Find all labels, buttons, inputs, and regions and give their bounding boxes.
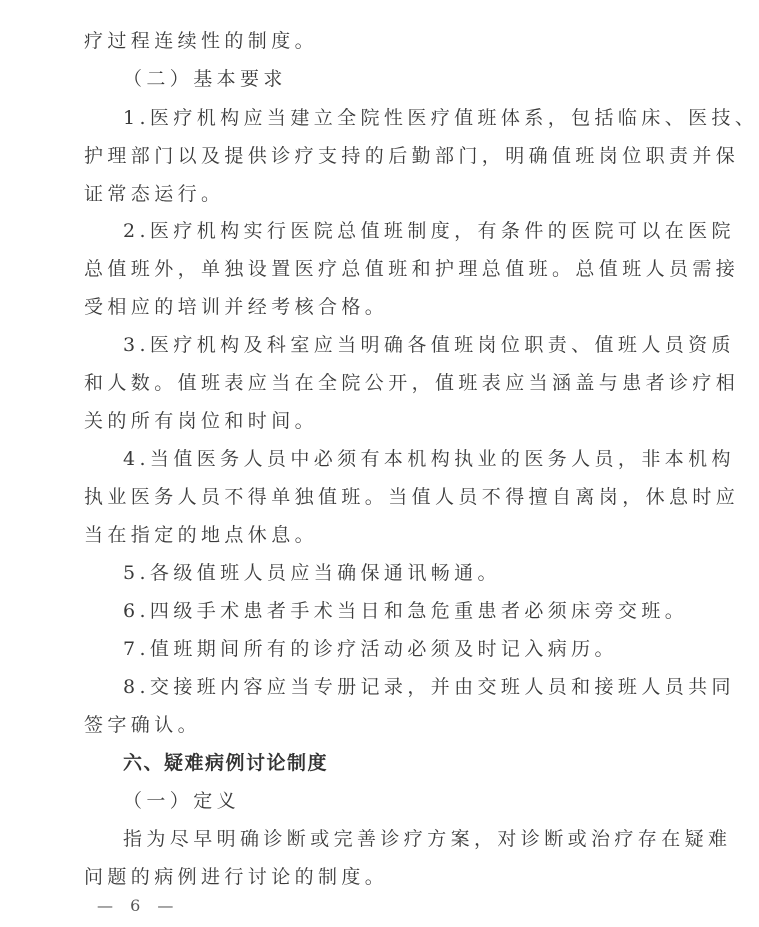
text-line: 护理部门以及提供诊疗支持的后勤部门，明确值班岗位职责并保 <box>84 145 740 167</box>
text-line: 7.值班期间所有的诊疗活动必须及时记入病历。 <box>123 638 618 660</box>
page-number: — 6 — <box>97 896 180 915</box>
text-line: 总值班外，单独设置医疗总值班和护理总值班。总值班人员需接 <box>84 258 740 280</box>
text-line: 2.医疗机构实行医院总值班制度，有条件的医院可以在医院 <box>123 220 735 242</box>
text-line: 问题的病例进行讨论的制度。 <box>84 866 389 888</box>
text-line: 3.医疗机构及科室应当明确各值班岗位职责、值班人员资质 <box>123 334 735 356</box>
section-heading-difficult-case-discussion: 六、疑难病例讨论制度 <box>123 752 329 774</box>
text-line: 4.当值医务人员中必须有本机构执业的医务人员，非本机构 <box>123 448 735 470</box>
text-line: 1.医疗机构应当建立全院性医疗值班体系，包括临床、医技、 <box>123 107 759 129</box>
text-line: 签字确认。 <box>84 714 202 736</box>
text-line: 8.交接班内容应当专册记录，并由交班人员和接班人员共同 <box>123 676 735 698</box>
text-line: 受相应的培训并经考核合格。 <box>84 296 389 318</box>
text-line: 疗过程连续性的制度。 <box>84 30 319 52</box>
subsection-heading-definition: （一）定义 <box>123 790 241 812</box>
text-line: 证常态运行。 <box>84 183 225 205</box>
text-line: 和人数。值班表应当在全院公开，值班表应当涵盖与患者诊疗相 <box>84 372 740 394</box>
text-line: 指为尽早明确诊断或完善诊疗方案，对诊断或治疗存在疑难 <box>123 828 732 850</box>
text-line: 5.各级值班人员应当确保通讯畅通。 <box>123 562 501 584</box>
text-line: 当在指定的地点休息。 <box>84 524 319 546</box>
text-line: 6.四级手术患者手术当日和急危重患者必须床旁交班。 <box>123 600 689 622</box>
subsection-heading-basic-requirements: （二）基本要求 <box>123 68 287 90</box>
text-line: 关的所有岗位和时间。 <box>84 410 319 432</box>
text-line: 执业医务人员不得单独值班。当值人员不得擅自离岗，休息时应 <box>84 486 740 508</box>
